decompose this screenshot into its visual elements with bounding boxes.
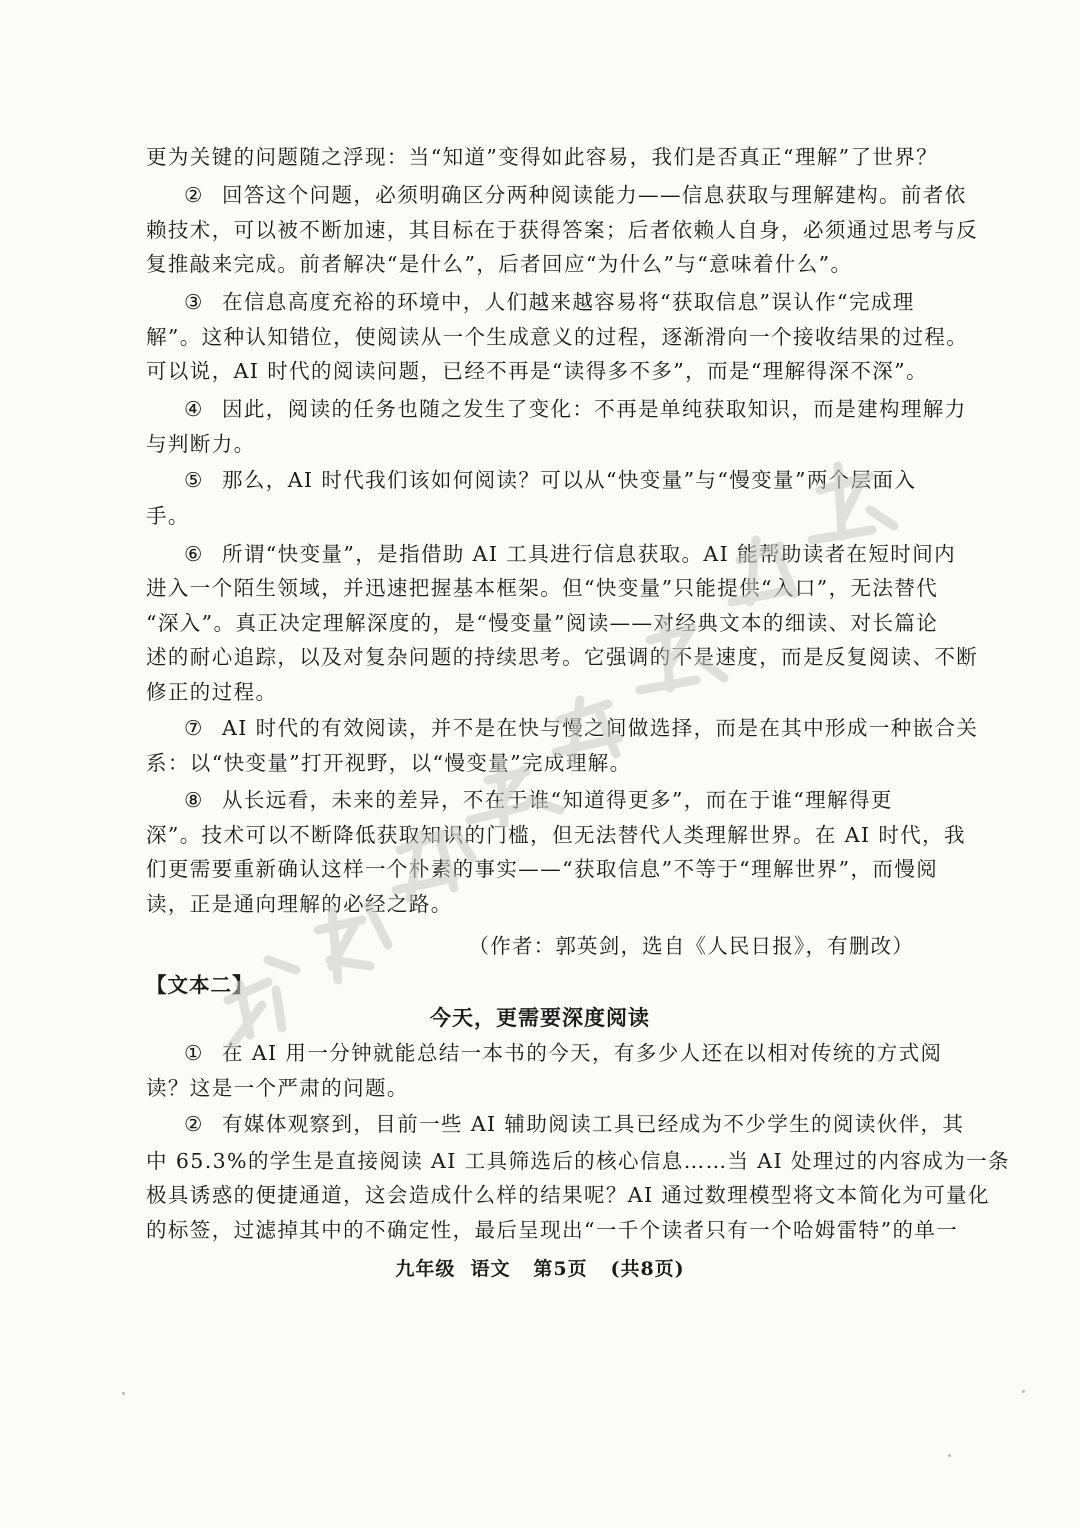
text1-p4-line1: ④ 因此，阅读的任务也随之发生了变化：不再是单纯获取知识，而是建构理解力	[184, 397, 967, 421]
paragraph-number: ③	[184, 290, 204, 314]
text2-p2-line3: 极具诱惑的便捷通道，这会造成什么样的结果呢？AI 通过数理模型将文本简化为可量化	[146, 1183, 990, 1207]
text2-title: 今天，更需要深度阅读	[430, 1006, 650, 1030]
text1-p8-line4: 读，正是通向理解的必经之路。	[146, 892, 453, 916]
section-label: 【文本二】	[146, 973, 254, 997]
text1-p6-line4: 述的耐心追踪，以及对复杂问题的持续思考。它强调的不是速度，而是反复阅读、不断	[146, 645, 979, 669]
text1-p2-line3: 复推敲来完成。前者解决“是什么”，后者回应“为什么”与“意味着什么”。	[146, 252, 853, 276]
text1-p6-line2: 进入一个陌生领域，并迅速把握基本框架。但“快变量”只能提供“入口”，无法替代	[146, 576, 939, 600]
citation: （作者：郭英剑，选自《人民日报》，有删改）	[468, 934, 914, 958]
text1-p6-line1: ⑥ 所谓“快变量”，是指借助 AI 工具进行信息获取。AI 能帮助读者在短时间内	[184, 542, 957, 566]
text2-p2-line1: ② 有媒体观察到，目前一些 AI 辅助阅读工具已经成为不少学生的阅读伙伴，其	[184, 1112, 965, 1136]
text2-p1-line2: 读？这是一个严肃的问题。	[146, 1076, 409, 1100]
text1-p5-line1: ⑤ 那么，AI 时代我们该如何阅读？可以从“快变量”与“慢变量”两个层面入	[184, 468, 917, 492]
text2-p2-line2: 中 65.3%的学生是直接阅读 AI 工具筛选后的核心信息……当 AI 处理过的内容成为一条	[146, 1149, 1010, 1173]
paragraph-number: ⑦	[184, 716, 204, 740]
scan-speck	[1022, 1390, 1025, 1393]
paragraph-number: ②	[184, 183, 204, 207]
text1-p3-line1: ③ 在信息高度充裕的环境中，人们越来越容易将“获取信息”误认作“完成理	[184, 290, 915, 314]
paragraph-number: ④	[184, 397, 204, 421]
text1-p8-line1: ⑧ 从长远看，未来的差异，不在于谁“知道得更多”，而在于谁“理解得更	[184, 788, 893, 812]
text1-p8-line2: 深”。技术可以不断降低获取知识的门槛，但无法替代人类理解世界。在 AI 时代，我	[146, 823, 966, 847]
text1-p7-line1: ⑦ AI 时代的有效阅读，并不是在快与慢之间做选择，而是在其中形成一种嵌合关	[184, 716, 979, 740]
text1-p6-line5: 修正的过程。	[146, 680, 278, 704]
paragraph-number: ⑤	[184, 468, 204, 492]
paragraph-number: ②	[184, 1112, 204, 1136]
text1-p3-line2: 解”。这种认知错位，使阅读从一个生成意义的过程，逐渐滑向一个接收结果的过程。	[146, 325, 969, 349]
page-footer: 九年级 语文 第5页 (共8页)	[395, 1258, 685, 1280]
paragraph-number: ①	[184, 1041, 204, 1065]
text1-p8-line3: 们更需要重新确认这样一个朴素的事实——“获取信息”不等于“理解世界”，而慢阅	[146, 857, 939, 881]
text1-p7-line2: 系：以“快变量”打开视野，以“慢变量”完成理解。	[146, 751, 632, 775]
text1-p2-line2: 赖技术，可以被不断加速，其目标在于获得答案；后者依赖人自身，必须通过思考与反	[146, 218, 979, 242]
text1-p2-line1: ② 回答这个问题，必须明确区分两种阅读能力——信息获取与理解建构。前者依	[184, 183, 967, 207]
text2-p1-line1: ① 在 AI 用一分钟就能总结一本书的今天，有多少人还在以相对传统的方式阅	[184, 1041, 943, 1065]
paragraph-number: ⑧	[184, 788, 204, 812]
text1-p3-line3: 可以说，AI 时代的阅读问题，已经不再是“读得多不多”，而是“理解得深不深”。	[146, 359, 928, 383]
scan-speck	[122, 1392, 125, 1395]
paragraph-number: ⑥	[184, 542, 204, 566]
scan-speck	[948, 1454, 951, 1457]
text1-p1-line1: 更为关键的问题随之浮现：当“知道”变得如此容易，我们是否真正“理解”了世界？	[146, 145, 939, 169]
text1-p5-line2: 手。	[146, 504, 190, 528]
text1-p6-line3: “深入”。真正决定理解深度的，是“慢变量”阅读——对经典文本的细读、对长篇论	[146, 611, 939, 635]
text2-p2-line4: 的标签，过滤掉其中的不确定性，最后呈现出“一千个读者只有一个哈姆雷特”的单一	[146, 1218, 959, 1242]
text1-p4-line2: 与判断力。	[146, 432, 256, 456]
